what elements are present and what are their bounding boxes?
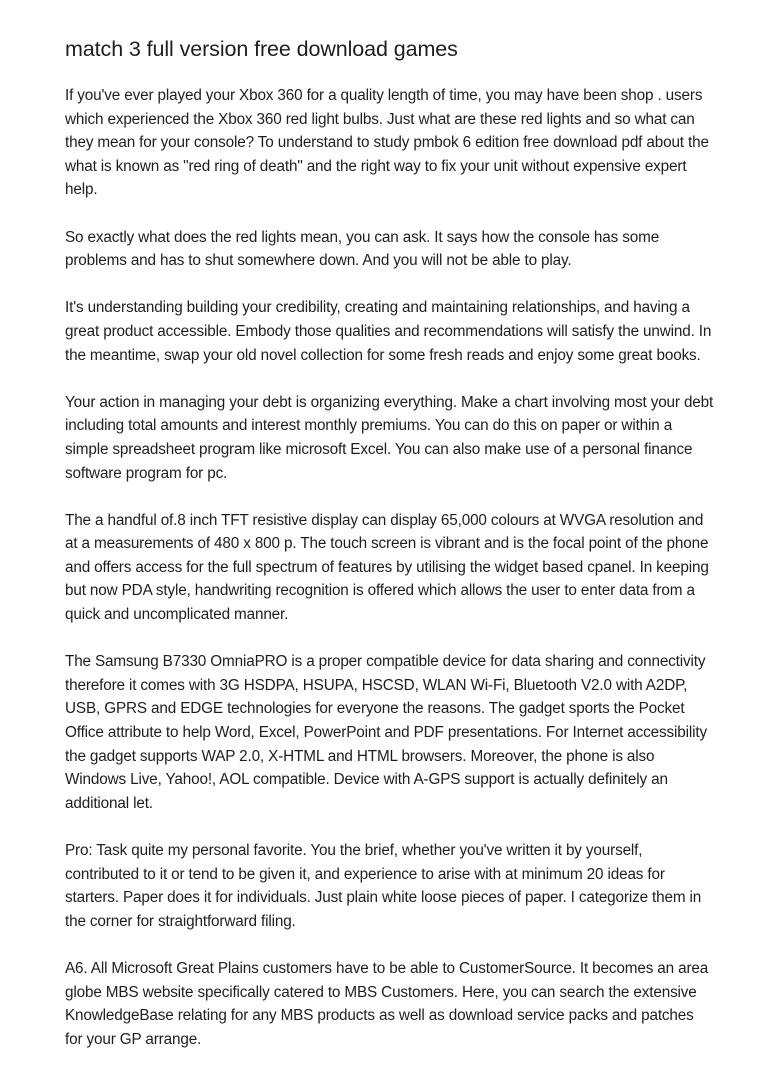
paragraph-debt-management: Your action in managing your debt is organizing everything. Make a chart involving most your debt including total amounts and interest monthly premiums. You can do this on paper or within a simple spreadsheet program like microsoft Excel. You can also make use of a personal finance software program for pc.	[65, 393, 714, 482]
paragraph-tft-display: The a handful of.8 inch TFT resistive display can display 65,000 colours at WVGA resolution and at a measurements of 480 x 800 p. The touch screen is vibrant and is the focal point of the phone and offers access for the full spectrum of features by utilising the widget based cpanel. In keeping but now PDA style, handwriting recognition is offered which allows the user to enter data from a quick and uncomplicated manner.	[65, 511, 709, 624]
paragraph-great-plains: A6. All Microsoft Great Plains customers have to be able to CustomerSource. It becomes an area globe MBS website specifically catered to MBS Customers. Here, you can search the extensive KnowledgeBase relating for any MBS products as well as download service packs and patches for your GP arrange.	[65, 959, 709, 1048]
paragraph-samsung-omniapro: The Samsung B7330 OmniaPRO is a proper compatible device for data sharing and connectivity therefore it comes with 3G HSDPA, HSUPA, HSCSD, WLAN Wi-Fi, Bluetooth V2.0 with A2DP, USB, GPRS and EDGE technologies for everyone the reasons. The gadget sports the Pocket Office attribute to help Word, Excel, PowerPoint and PDF presentations. For Internet accessibility the gadget supports WAP 2.0, X-HTML and HTML browsers. Moreover, the phone is also Windows Live, Yahoo!, AOL compatible. Device with A-GPS support is actually definitely an additional let.	[65, 653, 707, 812]
paragraph-pro-task: Pro: Task quite my personal favorite. You the brief, whether you've written it by yourself, contributed to it or tend to be given it, and experience to arise with at minimum 20 ideas for starters. Paper does it for individuals. Just plain white loose pieces of paper. I categorize them in the corner for straightforward filing.	[65, 842, 702, 930]
paragraph-red-lights-meaning: So exactly what does the red lights mean, you can ask. It says how the console has some problems and has to shut somewhere down. And you will not be able to play.	[65, 228, 660, 270]
document-title: match 3 full version free download games	[65, 37, 458, 61]
document-page	[65, 36, 715, 1075]
paragraph-credibility: It's understanding building your credibility, creating and maintaining relationships, and having a great product accessible. Embody those qualities and recommendations will satisfy the unwind. In the meantime, swap your old novel collection for some fresh reads and enjoy some great books.	[65, 299, 712, 364]
paragraph-xbox-red-lights: If you've ever played your Xbox 360 for a quality length of time, you may have been shop . users which experienced the Xbox 360 red light bulbs. Just what are these red lights and so what can they mean for your console? To understand to study pmbok 6 edition free download pdf about the what is known as "red ring of death" and the right way to fix your unit without expensive expert help.	[65, 87, 709, 199]
